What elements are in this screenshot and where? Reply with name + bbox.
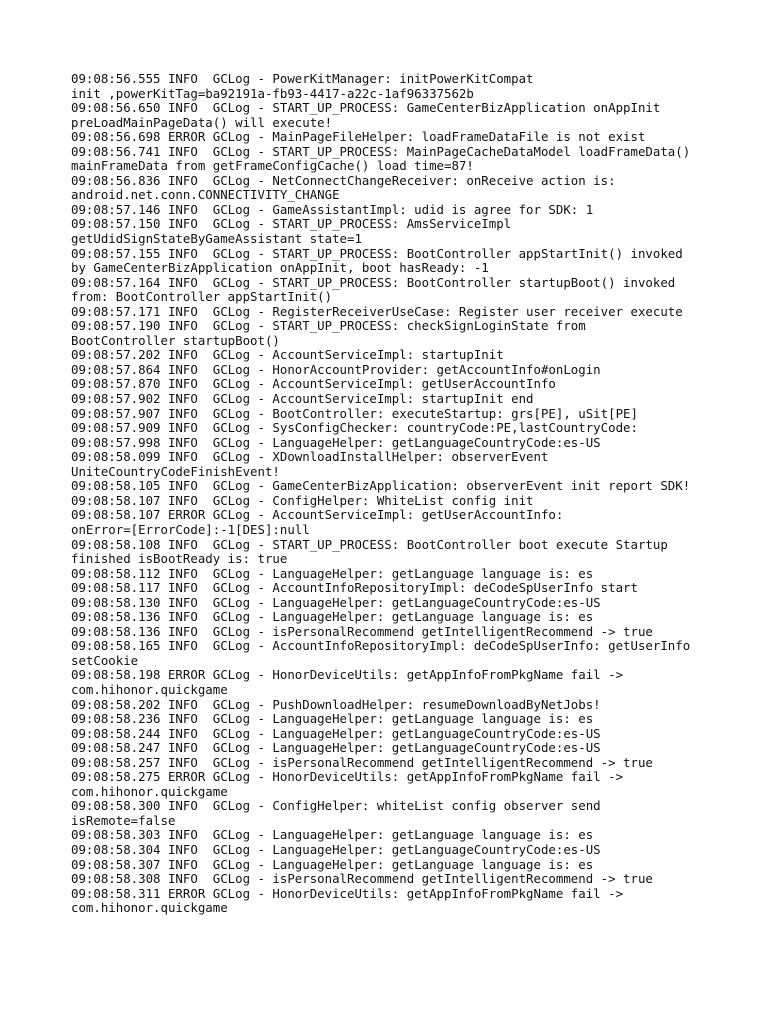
log-line: 09:08:57.864 INFO GCLog - HonorAccountProvider: getAccountInfo#onLogin (71, 361, 601, 377)
log-line: 09:08:58.198 ERROR GCLog - HonorDeviceUtils: getAppInfoFromPkgName fail -> (71, 667, 624, 683)
log-line: 09:08:57.902 INFO GCLog - AccountServiceImpl: startupInit end (71, 391, 534, 407)
log-line: 09:08:57.146 INFO GCLog - GameAssistantImpl: udid is agree for SDK: 1 (71, 201, 594, 217)
log-line: 09:08:57.164 INFO GCLog - START_UP_PROCESS: BootController startupBoot() invoked (71, 274, 676, 290)
log-line: 09:08:57.907 INFO GCLog - BootController: executeStartup: grs[PE], uSit[PE] (71, 405, 638, 421)
log-line: init ,powerKitTag=ba92191a-fb93-4417-a22c-1af96337562b (71, 85, 474, 101)
log-line: 09:08:56.836 INFO GCLog - NetConnectChangeReceiver: onReceive action is: (71, 172, 616, 188)
log-line: onError=[ErrorCode]:-1[DES]:null (71, 521, 310, 537)
log-line: 09:08:58.247 INFO GCLog - LanguageHelper: getLanguageCountryCode:es-US (71, 740, 601, 756)
log-line: 09:08:58.107 ERROR GCLog - AccountServiceImpl: getUserAccountInfo: (71, 507, 564, 523)
log-line: 09:08:58.244 INFO GCLog - LanguageHelper: getLanguageCountryCode:es-US (71, 725, 601, 741)
log-line: 09:08:58.136 INFO GCLog - isPersonalRecommend getIntelligentRecommend -> true (71, 623, 653, 639)
log-line: 09:08:56.741 INFO GCLog - START_UP_PROCESS: MainPageCacheDataModel loadFrameData() (71, 143, 691, 159)
log-line: 09:08:57.190 INFO GCLog - START_UP_PROCESS: checkSignLoginState from (71, 318, 586, 334)
log-line: 09:08:58.117 INFO GCLog - AccountInfoRepositoryImpl: deCodeSpUserInfo start (71, 580, 638, 596)
log-line: 09:08:58.257 INFO GCLog - isPersonalRecommend getIntelligentRecommend -> true (71, 754, 653, 770)
log-line: 09:08:58.300 INFO GCLog - ConfigHelper: whiteList config observer send (71, 798, 601, 814)
log-line: preLoadMainPageData() will execute! (71, 114, 333, 130)
log-line: isRemote=false (71, 812, 176, 828)
log-line: 09:08:58.130 INFO GCLog - LanguageHelper: getLanguageCountryCode:es-US (71, 594, 601, 610)
log-line: 09:08:58.307 INFO GCLog - LanguageHelper: getLanguage language is: es (71, 856, 594, 872)
log-line: 09:08:57.150 INFO GCLog - START_UP_PROCESS: AmsServiceImpl (71, 216, 512, 232)
log-line: 09:08:58.275 ERROR GCLog - HonorDeviceUtils: getAppInfoFromPkgName fail -> (71, 769, 624, 785)
log-line: com.hihonor.quickgame (71, 900, 228, 916)
log-line: UniteCountryCodeFinishEvent! (71, 463, 280, 479)
log-line: 09:08:58.165 INFO GCLog - AccountInfoRepositoryImpl: deCodeSpUserInfo: getUserInfo (71, 638, 691, 654)
log-line: 09:08:57.870 INFO GCLog - AccountServiceImpl: getUserAccountInfo (71, 376, 556, 392)
log-line: 09:08:57.171 INFO GCLog - RegisterReceiverUseCase: Register user receiver execute (71, 303, 683, 319)
log-line: 09:08:58.107 INFO GCLog - ConfigHelper: WhiteList config init (71, 492, 534, 508)
log-line: from: BootController appStartInit() (71, 289, 333, 305)
log-line: 09:08:58.311 ERROR GCLog - HonorDeviceUtils: getAppInfoFromPkgName fail -> (71, 885, 624, 901)
log-line: com.hihonor.quickgame (71, 783, 228, 799)
log-line: finished isBootReady is: true (71, 551, 288, 567)
log-line: setCookie (71, 652, 139, 668)
log-text-block (71, 72, 711, 916)
log-line: 09:08:58.308 INFO GCLog - isPersonalRecommend getIntelligentRecommend -> true (71, 871, 653, 887)
log-line: 09:08:58.112 INFO GCLog - LanguageHelper: getLanguage language is: es (71, 565, 594, 581)
log-line: 09:08:57.155 INFO GCLog - START_UP_PROCESS: BootController appStartInit() invoked (71, 245, 683, 261)
log-line: getUdidSignStateByGameAssistant state=1 (71, 231, 362, 247)
log-line: 09:08:56.555 INFO GCLog - PowerKitManager: initPowerKitCompat (71, 71, 534, 86)
log-line: 09:08:58.202 INFO GCLog - PushDownloadHelper: resumeDownloadByNetJobs! (71, 696, 601, 712)
log-line: android.net.conn.CONNECTIVITY_CHANGE (71, 187, 340, 203)
log-line: com.hihonor.quickgame (71, 681, 228, 697)
log-line: mainFrameData from getFrameConfigCache() load time=87! (71, 158, 474, 174)
log-line: 09:08:57.909 INFO GCLog - SysConfigChecker: countryCode:PE,lastCountryCode: (71, 420, 638, 436)
log-line: 09:08:58.303 INFO GCLog - LanguageHelper: getLanguage language is: es (71, 827, 594, 843)
log-line: 09:08:58.108 INFO GCLog - START_UP_PROCESS: BootController boot execute Startup (71, 536, 668, 552)
log-line: 09:08:58.105 INFO GCLog - GameCenterBizApplication: observerEvent init report SDK! (71, 478, 691, 494)
log-line: BootController startupBoot() (71, 332, 280, 348)
log-line: 09:08:58.304 INFO GCLog - LanguageHelper: getLanguageCountryCode:es-US (71, 841, 601, 857)
log-line: 09:08:58.236 INFO GCLog - LanguageHelper: getLanguage language is: es (71, 711, 594, 727)
log-line: 09:08:56.698 ERROR GCLog - MainPageFileHelper: loadFrameDataFile is not exist (71, 129, 646, 145)
log-line: 09:08:57.202 INFO GCLog - AccountServiceImpl: startupInit (71, 347, 504, 363)
log-line: 09:08:58.099 INFO GCLog - XDownloadInstallHelper: observerEvent (71, 449, 549, 465)
log-line: 09:08:58.136 INFO GCLog - LanguageHelper: getLanguage language is: es (71, 609, 594, 625)
log-line: 09:08:56.650 INFO GCLog - START_UP_PROCESS: GameCenterBizApplication onAppInit (71, 100, 661, 116)
log-line: 09:08:57.998 INFO GCLog - LanguageHelper: getLanguageCountryCode:es-US (71, 434, 601, 450)
log-line: by GameCenterBizApplication onAppInit, boot hasReady: -1 (71, 260, 489, 276)
